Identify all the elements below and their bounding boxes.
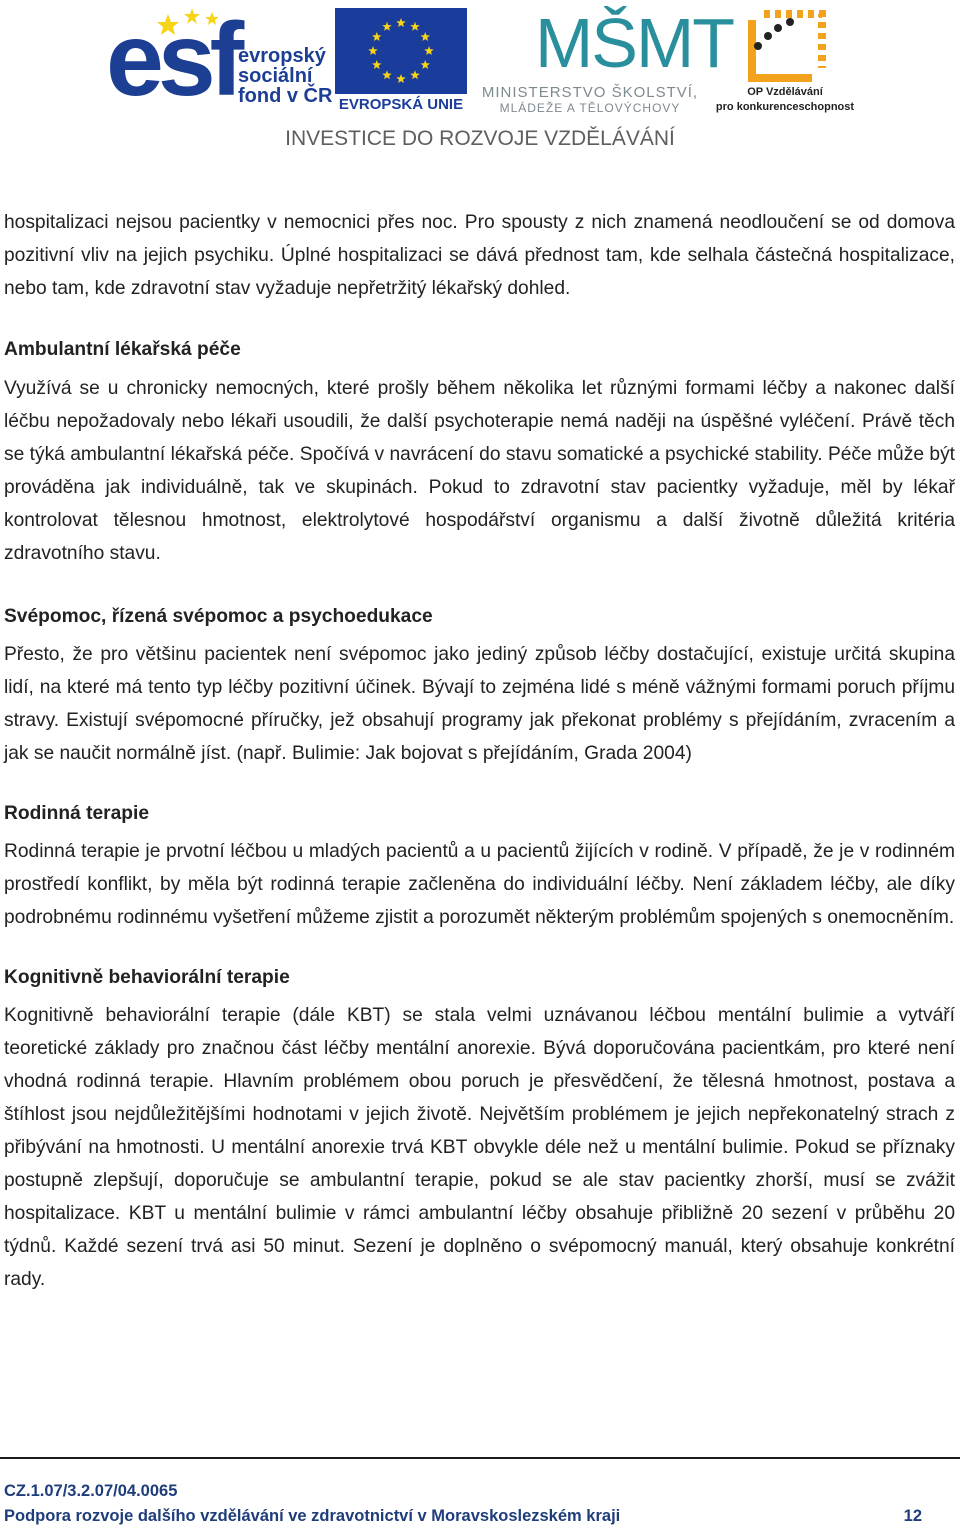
eu-star-icon xyxy=(410,22,420,31)
eu-star-icon xyxy=(396,18,406,27)
section-heading: Svépomoc, řízená svépomoc a psychoedukace xyxy=(4,606,433,627)
eu-stars-icon xyxy=(335,8,467,94)
intro-paragraph: hospitalizaci nejsou pacientky v nemocnici přes noc. Pro spousty z nich znamená neodloučení se od domova pozitivní vliv na jejich psychiku. Úplné hospitalizaci se dává přednost tam, kde selhala částečná hospitalizace, nebo tam, kde zdravotní stav vyžaduje nepřetržitý lékařský dohled. xyxy=(4,212,955,299)
esf-logo xyxy=(106,2,333,118)
spacer xyxy=(4,570,955,600)
esf-line-1: evropský xyxy=(238,45,326,67)
section-paragraph: Rodinná terapie je prvotní léčbou u mladých pacientů a u pacientů žijících v rodině. V případě, že je v rodinném prostředí konflikt, by měla být rodinná terapie začleněna do individuální léčby. Není základem léčby, ale díky podrobnému rodinnému vyšetření můžeme zjistit a porozumět některým problémům spojených s onemocněním. xyxy=(4,841,955,928)
eu-star-icon xyxy=(382,70,392,79)
footer-project-title: Podpora rozvoje dalšího vzdělávání ve zdravotnictví v Moravskoslezském kraji xyxy=(4,1507,621,1525)
section-heading: Ambulantní lékařská péče xyxy=(4,339,241,360)
eu-star-icon xyxy=(372,32,382,41)
eu-star-icon xyxy=(372,60,382,69)
msmt-logo xyxy=(480,4,734,115)
spacer xyxy=(4,305,955,333)
section-paragraph: Využívá se u chronicky nemocných, které prošly během několika let různými formami léčby a nakonec další léčbu nepožadovaly nebo lékaři usoudili, že další psychoterapie nemá naději na úspěšné vyléčení. Právě těch se týká ambulantní lékařská péče. Spočívá v navrácení do stavu somatické a psychické stability. Péče může být prováděna jak individuálně, tak ve skupinách. Pokud to zdravotní stav pacientky vyžaduje, měl by lékař kontrolovat tělesnou hmotnost, elektrolytové hospodářství organismu a další životně důležitá kritéria zdravotního stavu. xyxy=(4,378,955,564)
esf-line-2: sociální xyxy=(238,65,313,87)
eu-star-icon xyxy=(410,70,420,79)
header-logos xyxy=(0,0,960,160)
msmt-line-2: MLÁDEŽE A TĚLOVÝCHOVY xyxy=(499,101,681,115)
eu-star-icon xyxy=(368,46,378,55)
op-emblem-icon xyxy=(742,6,830,84)
section-heading: Kognitivně behaviorální terapie xyxy=(4,967,290,988)
eu-logo xyxy=(335,8,467,112)
op-line-1: OP Vzdělávání xyxy=(747,86,823,98)
eu-flag-icon xyxy=(335,8,467,94)
esf-mark: esf xyxy=(106,2,239,118)
op-logo xyxy=(712,6,858,114)
esf-line-3: fond v ČR xyxy=(238,85,333,107)
header-tagline: INVESTICE DO ROZVOJE VZDĚLÁVÁNÍ xyxy=(285,127,675,150)
document-body xyxy=(4,206,955,1296)
section-paragraph: Přesto, že pro většinu pacientek není svépomoc jako jediný způsob léčby dostačující, existuje určitá skupina lidí, na které má tento typ léčby pozitivní účinek. Bývají to zejména lidé s méně vážnými formami poruch příjmu stravy. Existují svépomocné příručky, jež obsahují programy jak překonat problémy s přejídáním, zvracením a jak se naučit normálně jíst. (např. Bulimie: Jak bojovat s přejídáním, Grada 2004) xyxy=(4,644,955,764)
eu-star-icon xyxy=(421,60,431,69)
msmt-mark: MŠMT xyxy=(535,4,734,82)
spacer xyxy=(4,934,955,961)
eu-star-icon xyxy=(424,46,434,55)
section-heading: Rodinná terapie xyxy=(4,803,149,824)
section-paragraph: Kognitivně behaviorální terapie (dále KBT) se stala velmi uznávanou léčbou mentální bulimie a vytváří teoretické základy pro značnou část léčby mentální anorexie. Bývá doporučována pacientkám, pro které není vhodná rodinná terapie. Hlavním problémem obou poruch je přesvědčení, že tělesná hmotnost, postava a štíhlost jsou nejdůležitějšími hodnotami v jejich životě. Největším problémem je jejich nepřekonatelný strach z přibývání na hmotnosti. U mentální anorexie trvá KBT obvykle déle než u mentální bulimie. Pokud se příznaky postupně zlepšují, doporučuje se ambulantní terapie, pokud se ale stav pacientky zhorší, musí se zvážit hospitalizace. KBT u mentální bulimie v rámci ambulantní léčby obsahuje přibližně 20 sezení v průběhu 20 týdnů. Každé sezení trvá asi 50 minut. Sezení je doplněno o svépomocný manuál, který obsahuje konkrétní rady. xyxy=(4,1005,955,1290)
eu-star-icon xyxy=(382,22,392,31)
esf-text xyxy=(238,46,332,106)
footer-divider xyxy=(0,1457,960,1459)
spacer xyxy=(4,770,955,797)
footer-project-code: CZ.1.07/3.2.07/04.0065 xyxy=(4,1482,178,1500)
op-line-2: pro konkurenceschopnost xyxy=(715,101,855,113)
page-number: 12 xyxy=(903,1507,922,1525)
eu-star-icon xyxy=(421,32,431,41)
eu-caption: EVROPSKÁ UNIE xyxy=(338,96,464,113)
msmt-line-1: MINISTERSTVO ŠKOLSTVÍ, xyxy=(481,84,699,101)
eu-star-icon xyxy=(396,74,406,83)
